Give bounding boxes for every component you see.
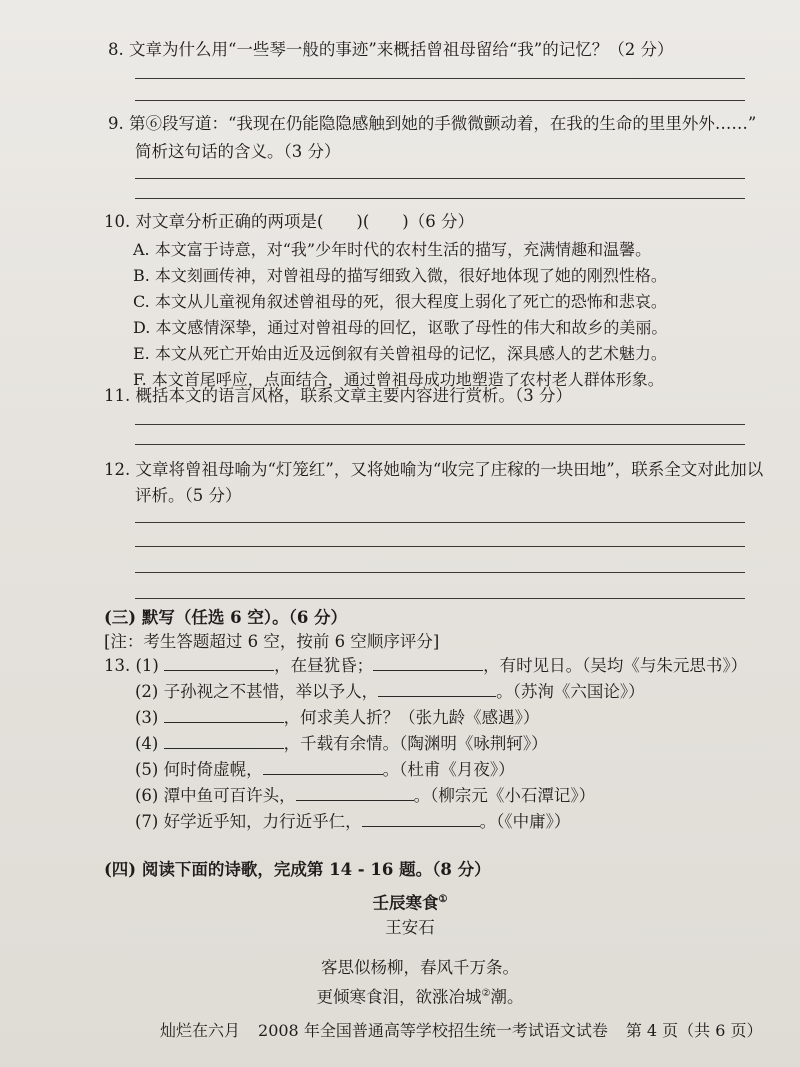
poem-title	[10, 886, 800, 918]
poem-line-2-start: 更倾寒食泪，欲涨冶城	[316, 987, 482, 1007]
q13-item-2	[135, 678, 645, 706]
poem-line-1: 客思似杨柳，春风千万条。	[321, 958, 519, 977]
fill-blank[interactable]	[164, 730, 284, 749]
item-text: 子孙视之不甚惜，举以予人，	[163, 682, 379, 701]
poem-author: 王安石	[385, 918, 435, 937]
item-number: (3)	[135, 708, 159, 727]
option-d: D. 本文感情深挚，通过对曾祖母的回忆，讴歌了母性的伟大和故乡的美丽。	[133, 318, 668, 337]
q13-item-4	[135, 730, 548, 758]
question-12-line-2: 评析。（5 分）	[135, 486, 242, 505]
option-e: E. 本文从死亡开始由近及远倒叙有关曾祖母的记忆，深具感人的艺术魅力。	[133, 344, 667, 363]
fill-blank[interactable]	[373, 652, 483, 671]
q13-number: 13.	[104, 656, 131, 675]
fill-blank[interactable]	[164, 652, 274, 671]
poem-title-text: 壬辰寒食	[372, 893, 439, 913]
answer-line	[135, 178, 745, 179]
q13-item-7	[135, 808, 570, 836]
item-text: ，有时见日。（吴均《与朱元思书》）	[483, 656, 748, 675]
footer-brand: 灿烂在六月	[160, 1021, 241, 1040]
item-text: 潭中鱼可百许头，	[163, 786, 296, 805]
fill-blank[interactable]	[296, 782, 414, 801]
answer-line	[135, 598, 745, 599]
fill-blank[interactable]	[362, 808, 480, 827]
question-12-line-1: 12. 文章将曾祖母喻为“灯笼红”，又将她喻为“收完了庄稼的一块田地”，联系全文对此加以	[104, 460, 764, 479]
item-text: ，在昼犹昏；	[274, 656, 374, 675]
answer-line	[135, 572, 745, 573]
section-3-note: [注：考生答题超过 6 空，按前 6 空顺序评分]	[104, 632, 440, 651]
q13-item-1	[104, 652, 747, 680]
footer-exam-title: 2008 年全国普通高等学校招生统一考试语文试卷	[258, 1021, 608, 1040]
section-3-heading: (三) 默写（任选 6 空）。（6 分）	[104, 608, 348, 627]
q13-item-5	[135, 756, 515, 784]
item-number: (2)	[135, 682, 159, 701]
question-9-line-1: 9. 第⑥段写道：“我现在仍能隐隐感触到她的手微微颤动着，在我的生命的里里外外……”	[108, 114, 757, 133]
question-8: 8. 文章为什么用“一些琴一般的事迹”来概括曾祖母留给“我”的记忆？（2 分）	[108, 40, 674, 59]
item-text: 。（苏洵《六国论》）	[496, 682, 645, 701]
section-4-heading: (四) 阅读下面的诗歌，完成第 14 - 16 题。（8 分）	[104, 860, 491, 879]
q13-item-3	[135, 704, 539, 732]
item-text: 。（《中庸》）	[479, 812, 571, 831]
item-number: (7)	[135, 812, 159, 831]
q13-item-6	[135, 782, 595, 810]
item-text: ，何求美人折？（张九龄《感遇》）	[283, 708, 540, 727]
poem-line-2-end: 潮。	[490, 987, 524, 1007]
question-9-line-2: 简析这句话的含义。（3 分）	[135, 142, 341, 161]
answer-line	[135, 100, 745, 101]
fill-blank[interactable]	[263, 756, 383, 775]
item-number: (1)	[135, 656, 159, 675]
item-text: 。（柳宗元《小石潭记》）	[413, 786, 596, 805]
question-10: 10. 对文章分析正确的两项是( )( )（6 分）	[104, 212, 474, 231]
item-number: (4)	[135, 734, 159, 753]
item-number: (5)	[135, 760, 159, 779]
option-f: F. 本文首尾呼应，点面结合，通过曾祖母成功地塑造了农村老人群体形象。	[133, 370, 664, 389]
item-text: 何时倚虚幌，	[163, 760, 263, 779]
option-b: B. 本文刻画传神，对曾祖母的描写细致入微，很好地体现了她的刚烈性格。	[133, 266, 667, 285]
option-a: A. 本文富于诗意，对“我”少年时代的农村生活的描写，充满情趣和温馨。	[133, 240, 652, 259]
fill-blank[interactable]	[378, 678, 496, 697]
poem-line-2	[20, 980, 800, 1012]
question-11: 11. 概括本文的语言风格，联系文章主要内容进行赏析。（3 分）	[104, 386, 572, 405]
item-text: 好学近乎知，力行近乎仁，	[163, 812, 362, 831]
answer-line	[135, 198, 745, 199]
footer-page-number: 第 4 页（共 6 页）	[625, 1021, 763, 1040]
footnote-mark: ①	[438, 894, 448, 905]
item-text: 。（杜甫《月夜》）	[382, 760, 515, 779]
page-footer	[160, 1018, 781, 1041]
answer-line	[135, 444, 745, 445]
answer-line	[135, 78, 745, 79]
answer-line	[135, 424, 745, 425]
item-number: (6)	[135, 786, 159, 805]
answer-line	[135, 522, 745, 523]
answer-line	[135, 546, 745, 547]
fill-blank[interactable]	[164, 704, 284, 723]
footnote-mark: ②	[481, 988, 491, 999]
option-c: C. 本文从儿童视角叙述曾祖母的死，很大程度上弱化了死亡的恐怖和悲哀。	[133, 292, 667, 311]
item-text: ，千载有余情。（陶渊明《咏荆轲》）	[283, 734, 548, 753]
